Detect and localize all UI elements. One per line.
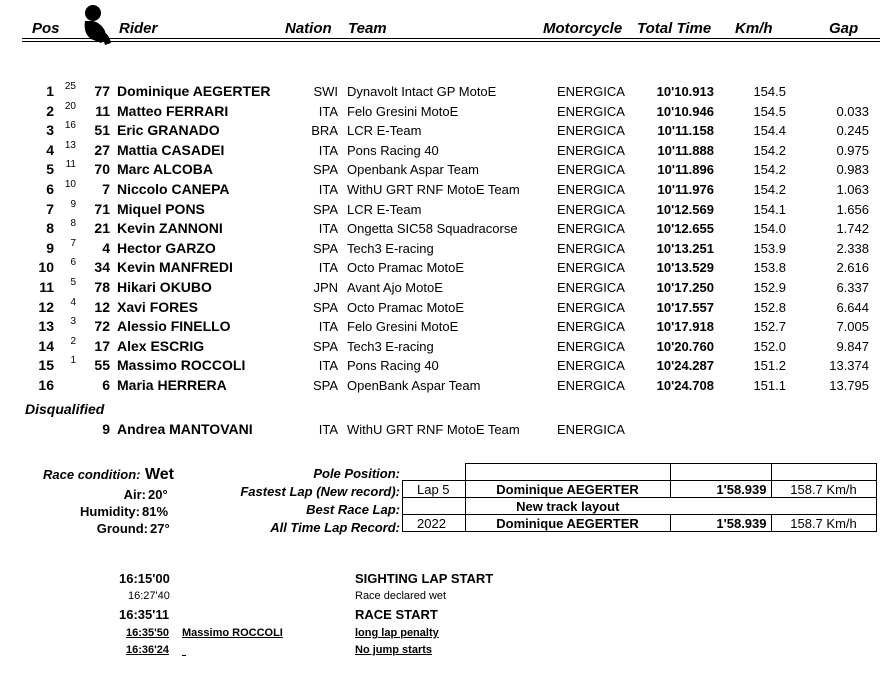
timeline-time: 16:15'00: [119, 571, 170, 586]
result-row: [0, 357, 894, 377]
best-race-lap-text: New track layout: [516, 498, 620, 514]
rider-total-time: 10'12.569: [656, 201, 714, 217]
rider-nation: ITA: [318, 422, 338, 437]
result-row: [0, 259, 894, 279]
rider-team: Felo Gresini MotoE: [347, 103, 459, 119]
rider-motorcycle: ENERGICA: [557, 378, 625, 393]
rider-total-time: 10'10.946: [656, 103, 714, 119]
rider-team: Ongetta SIC58 Squadracorse: [347, 221, 518, 237]
all-time-record-rider: Dominique AEGERTER: [465, 515, 670, 532]
rider-name: Dominique AEGERTER: [117, 83, 271, 99]
result-row: [0, 318, 894, 338]
result-row: [0, 139, 894, 162]
disqualified-row: [0, 421, 894, 441]
rider-number: 78: [94, 279, 110, 295]
result-row: [0, 83, 894, 103]
rider-motorcycle: ENERGICA: [557, 240, 625, 256]
rider-speed: 153.9: [753, 240, 786, 256]
rider-gap: 1.742: [836, 221, 869, 237]
rider-total-time: 10'12.655: [656, 221, 714, 237]
rider-gap: 0.983: [836, 162, 869, 178]
rider-position: 12: [38, 298, 54, 315]
rider-number: 70: [94, 161, 110, 178]
timeline-time: 16:35'11: [119, 607, 170, 622]
rider-speed: 154.5: [753, 84, 786, 99]
timeline-event: SIGHTING LAP START: [355, 571, 494, 586]
result-row: [0, 198, 894, 221]
rider-team: OpenBank Aspar Team: [347, 378, 481, 393]
pole-row: [403, 464, 877, 481]
result-row: [0, 237, 894, 260]
header-kmh: Km/h: [735, 20, 773, 37]
rider-number: 55: [94, 357, 110, 374]
result-row: [0, 335, 894, 358]
grid-position: 13: [64, 139, 76, 151]
rider-position: 15: [38, 357, 54, 374]
timeline-time: 16:27'40: [128, 590, 170, 602]
rider-speed: 154.5: [753, 103, 786, 119]
rider-motorcycle: ENERGICA: [557, 358, 625, 374]
rider-motorcycle: ENERGICA: [557, 123, 625, 139]
rider-position: 3: [46, 122, 54, 139]
rider-nation: SWI: [313, 84, 338, 99]
header-pos: Pos: [32, 20, 60, 37]
fastest-lap-time: 1'58.939: [670, 481, 771, 498]
rider-gap: 2.338: [836, 240, 869, 256]
rider-position: 2: [46, 102, 54, 119]
rider-name: Alessio FINELLO: [117, 318, 231, 335]
rider-name: Marc ALCOBA: [117, 161, 213, 178]
rider-team: WithU GRT RNF MotoE Team: [347, 182, 520, 197]
rider-position: 5: [46, 161, 54, 178]
rider-motorcycle: ENERGICA: [557, 319, 625, 335]
rider-number: 27: [94, 141, 110, 158]
result-row: [0, 296, 894, 319]
header-rule-bottom: [22, 41, 880, 42]
rider-number: 71: [94, 200, 110, 217]
rider-name: Hector GARZO: [117, 239, 216, 256]
rider-team: Tech3 E-racing: [347, 338, 434, 354]
fastest-lap-number: Lap 5: [403, 481, 466, 498]
result-row: [0, 181, 894, 201]
best-race-lap-label: Best Race Lap:: [306, 502, 400, 517]
rider-total-time: 10'11.158: [657, 123, 714, 139]
rider-total-time: 10'17.557: [656, 299, 714, 315]
rider-name: Mattia CASADEI: [117, 141, 225, 158]
rider-nation: JPN: [313, 280, 338, 295]
rider-speed: 152.9: [753, 280, 786, 295]
timeline-event: long lap penalty: [355, 627, 439, 639]
rider-speed: 154.1: [753, 201, 786, 217]
rider-position: 7: [46, 200, 54, 217]
rider-speed: 151.1: [753, 378, 786, 393]
rider-total-time: 10'17.250: [656, 280, 714, 295]
rider-number: 21: [94, 220, 110, 237]
grid-position: 9: [70, 198, 76, 210]
timeline-event: Race declared wet: [355, 590, 447, 602]
rider-number: 7: [102, 181, 110, 197]
rider-team: Openbank Aspar Team: [347, 162, 480, 178]
rider-nation: ITA: [318, 358, 338, 374]
grid-position: 2: [70, 335, 76, 347]
rider-team: Octo Pramac MotoE: [347, 260, 465, 276]
rider-motorcycle: ENERGICA: [557, 422, 625, 437]
humidity-label: Humidity:: [80, 504, 140, 519]
all-time-record-time: 1'58.939: [670, 515, 771, 532]
disqualified-label: Disqualified: [25, 401, 105, 417]
rider-nation: ITA: [318, 260, 338, 276]
header-nation: Nation: [285, 20, 332, 37]
grid-position: 7: [70, 237, 76, 249]
rider-number: 11: [95, 102, 110, 119]
all-time-lap-record-label: All Time Lap Record:: [270, 520, 400, 535]
rider-motorcycle: ENERGICA: [557, 280, 625, 295]
grid-position: 1: [70, 355, 76, 367]
rider-name: Eric GRANADO: [117, 122, 220, 139]
timeline-rider: Massimo ROCCOLI: [182, 627, 283, 639]
header-rider: Rider: [119, 20, 158, 37]
grid-position: 25: [64, 81, 76, 92]
grid-position: 10: [64, 179, 76, 190]
rider-nation: SPA: [312, 299, 338, 315]
rider-team: Felo Gresini MotoE: [347, 319, 459, 335]
rider-motorcycle: ENERGICA: [557, 142, 625, 158]
rider-motorcycle: ENERGICA: [557, 103, 625, 119]
rider-number: 72: [94, 318, 110, 335]
rider-motorcycle: ENERGICA: [557, 182, 625, 197]
humidity-value: 81%: [142, 504, 169, 519]
rider-name: Kevin MANFREDI: [117, 259, 233, 276]
result-row: [0, 220, 894, 240]
rider-team: Tech3 E-racing: [347, 240, 434, 256]
rider-total-time: 10'11.896: [657, 162, 714, 178]
rider-gap: 0.245: [836, 123, 869, 139]
rider-team: LCR E-Team: [347, 201, 422, 217]
timeline-event: No jump starts: [355, 644, 433, 656]
rider-total-time: 10'20.760: [656, 338, 714, 354]
rider-nation: SPA: [312, 378, 338, 393]
rider-name: Miquel PONS: [117, 200, 205, 217]
result-row: [0, 161, 894, 181]
pole-position-label: Pole Position:: [313, 466, 400, 481]
fastest-lap-label: Fastest Lap (New record):: [240, 484, 400, 499]
rider-gap: 0.975: [836, 142, 869, 158]
rider-position: 6: [46, 181, 54, 197]
rider-name: Andrea MANTOVANI: [117, 421, 253, 437]
rider-total-time: 10'24.287: [656, 358, 714, 374]
rider-team: Avant Ajo MotoE: [347, 280, 443, 295]
rider-nation: SPA: [312, 338, 338, 354]
rider-name: Maria HERRERA: [117, 377, 227, 393]
rider-name: Hikari OKUBO: [117, 279, 212, 295]
race-condition-value: Wet: [144, 466, 175, 483]
rider-number: 12: [94, 298, 110, 315]
rider-nation: SPA: [312, 162, 338, 178]
rider-nation: ITA: [318, 142, 338, 158]
rider-speed: 152.8: [753, 299, 786, 315]
rider-total-time: 10'10.913: [656, 84, 714, 99]
rider-total-time: 10'11.888: [657, 142, 714, 158]
rider-speed: 152.7: [753, 319, 786, 335]
grid-position: 16: [64, 120, 76, 132]
rider-nation: ITA: [318, 221, 338, 237]
rider-motorcycle: ENERGICA: [557, 162, 625, 178]
rider-nation: SPA: [312, 240, 338, 256]
rider-speed: 154.2: [753, 142, 786, 158]
rider-motorcycle: ENERGICA: [557, 221, 625, 237]
result-row: [0, 122, 894, 142]
rider-position: 4: [46, 141, 54, 158]
header-motorcycle: Motorcycle: [543, 20, 623, 37]
rider-speed: 153.8: [753, 260, 786, 276]
grid-position: 20: [64, 100, 76, 112]
grid-position: 11: [65, 159, 76, 171]
rider-gap: 2.616: [836, 260, 869, 276]
rider-speed: 151.2: [753, 358, 786, 374]
rider-number: 77: [94, 83, 110, 99]
fastest-lap-rider: Dominique AEGERTER: [465, 481, 670, 498]
timeline-underscore: [182, 655, 186, 656]
rider-motorcycle: ENERGICA: [557, 201, 625, 217]
rider-position: 10: [38, 259, 54, 276]
rider-gap: 1.656: [836, 201, 869, 217]
rider-name: Massimo ROCCOLI: [117, 357, 246, 374]
rider-nation: ITA: [318, 319, 338, 335]
rider-motorcycle: ENERGICA: [557, 260, 625, 276]
rider-position: 11: [39, 279, 54, 295]
rider-team: Octo Pramac MotoE: [347, 299, 465, 315]
rider-motorcycle: ENERGICA: [557, 84, 625, 99]
timeline-time: 16:35'50: [126, 627, 169, 639]
rider-gap: 13.374: [829, 358, 869, 374]
rider-gap: 7.005: [836, 319, 869, 335]
rider-motorcycle: ENERGICA: [557, 338, 625, 354]
grid-position: 4: [70, 296, 76, 308]
rider-nation: SPA: [312, 201, 338, 217]
rider-position: 16: [38, 377, 54, 393]
rider-team: Pons Racing 40: [347, 142, 439, 158]
header-gap: Gap: [829, 20, 859, 37]
rider-name: Matteo FERRARI: [117, 102, 229, 119]
rider-total-time: 10'11.976: [657, 182, 714, 197]
rider-position: 9: [46, 239, 54, 256]
rider-nation: ITA: [318, 182, 338, 197]
rider-position: 14: [38, 337, 54, 354]
result-row: [0, 100, 894, 123]
race-condition-label: Race condition:: [43, 467, 141, 482]
all-time-record-speed: 158.7 Km/h: [771, 515, 876, 532]
all-time-record-year: 2022: [403, 515, 466, 532]
grid-position: 5: [70, 277, 76, 288]
rider-name: Niccolo CANEPA: [117, 181, 230, 197]
rider-name: Xavi FORES: [117, 298, 198, 315]
rider-total-time: 10'13.529: [656, 260, 714, 276]
ground-value: 27°: [150, 521, 170, 536]
all-time-record-row: [403, 515, 877, 532]
grid-position: 8: [70, 218, 76, 230]
rider-number: 17: [94, 337, 110, 354]
rider-speed: 154.2: [753, 182, 786, 197]
rider-team: Pons Racing 40: [347, 358, 439, 374]
rider-number: 4: [102, 239, 110, 256]
rider-speed: 154.2: [753, 162, 786, 178]
rider-motorcycle: ENERGICA: [557, 299, 625, 315]
rider-nation: BRA: [311, 123, 338, 139]
rider-total-time: 10'17.918: [656, 319, 714, 335]
rider-gap: 6.337: [836, 280, 869, 295]
result-row: [0, 279, 894, 299]
header-total-time: Total Time: [637, 20, 712, 37]
rider-gap: 13.795: [829, 378, 869, 393]
grid-position: 6: [70, 257, 76, 269]
rider-name: Alex ESCRIG: [117, 337, 205, 354]
rider-gap: 9.847: [836, 338, 869, 354]
rider-team: Dynavolt Intact GP MotoE: [347, 84, 497, 99]
rider-position: 13: [38, 318, 54, 335]
rider-total-time: 10'24.708: [656, 378, 714, 393]
rider-position: 1: [46, 83, 54, 99]
rider-speed: 154.4: [753, 123, 786, 139]
air-label: Air:: [123, 487, 146, 502]
fastest-lap-row: [403, 481, 877, 498]
rider-number: 51: [94, 122, 110, 139]
rider-total-time: 10'13.251: [656, 240, 714, 256]
header-team: Team: [348, 20, 387, 37]
best-race-lap-row: [403, 498, 877, 515]
rider-position: 8: [46, 220, 54, 237]
rider-number: 34: [94, 259, 110, 276]
timeline-event: RACE START: [355, 607, 438, 622]
rider-nation: ITA: [318, 103, 338, 119]
rider-gap: 1.063: [836, 182, 869, 197]
ground-label: Ground:: [96, 521, 148, 536]
rider-team: LCR E-Team: [347, 123, 422, 139]
rider-speed: 154.0: [753, 221, 786, 237]
rider-number: 6: [102, 377, 110, 393]
rider-team: WithU GRT RNF MotoE Team: [347, 422, 520, 437]
rider-gap: 0.033: [836, 103, 869, 119]
records-table: [402, 463, 877, 532]
rider-number: 9: [102, 421, 110, 437]
rider-speed: 152.0: [753, 338, 786, 354]
result-row: [0, 377, 894, 397]
fastest-lap-speed: 158.7 Km/h: [771, 481, 876, 498]
header-rule-top: [22, 38, 880, 39]
rider-gap: 6.644: [836, 299, 869, 315]
air-value: 20°: [148, 487, 168, 502]
timeline-time: 16:36'24: [126, 644, 169, 656]
rider-name: Kevin ZANNONI: [117, 220, 223, 237]
grid-position: 3: [70, 316, 76, 328]
